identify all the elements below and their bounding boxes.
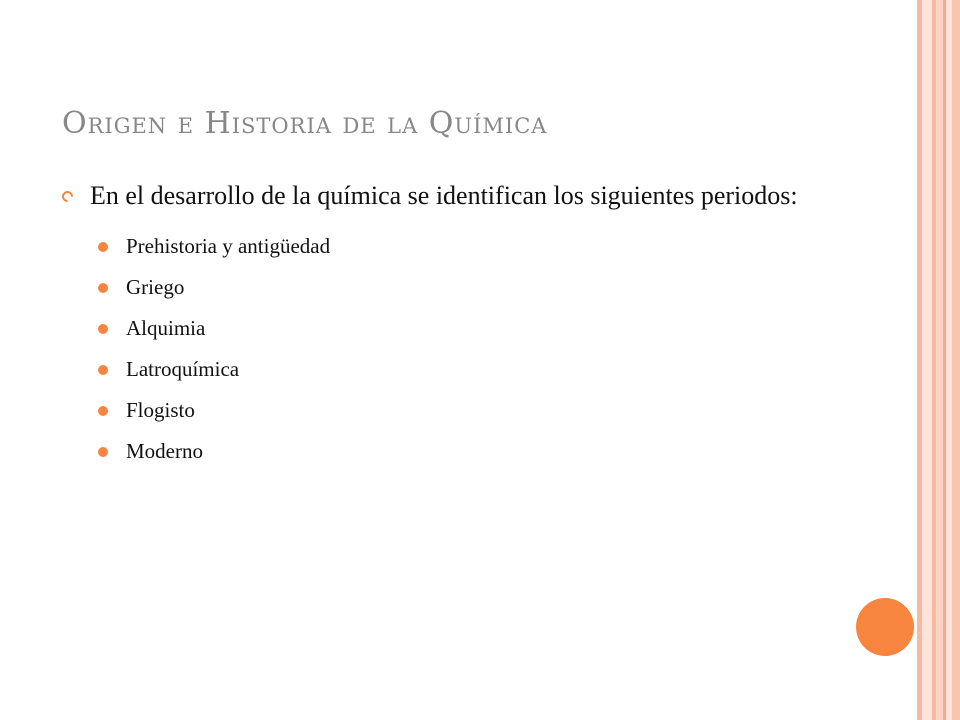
list-item (98, 275, 862, 316)
periods-list (62, 234, 862, 480)
period-label: Prehistoria y antigüedad (126, 234, 331, 258)
dot-bullet-icon (98, 242, 108, 252)
decorative-stripe (952, 0, 960, 720)
period-label: Griego (126, 275, 185, 299)
intro-bullet (62, 180, 862, 212)
decorative-stripe (936, 0, 943, 720)
intro-text: En el desarrollo de la química se identifican los siguientes periodos: (90, 181, 798, 210)
decorative-stripe (922, 0, 932, 720)
list-item (98, 439, 862, 480)
dot-bullet-icon (98, 324, 108, 334)
slide-content (62, 180, 862, 480)
period-label: Alquimia (126, 316, 206, 340)
dot-bullet-icon (98, 283, 108, 293)
period-label: Moderno (126, 439, 203, 463)
period-label: Flogisto (126, 398, 195, 422)
list-item (98, 357, 862, 398)
slide-title: Origen e Historia de la Química (62, 106, 548, 141)
list-item (98, 398, 862, 439)
dot-bullet-icon (98, 447, 108, 457)
ring-bullet-icon (60, 189, 76, 205)
list-item (98, 234, 862, 275)
decorative-circle (856, 598, 914, 656)
period-label: Latroquímica (126, 357, 240, 381)
dot-bullet-icon (98, 365, 108, 375)
list-item (98, 316, 862, 357)
dot-bullet-icon (98, 406, 108, 416)
